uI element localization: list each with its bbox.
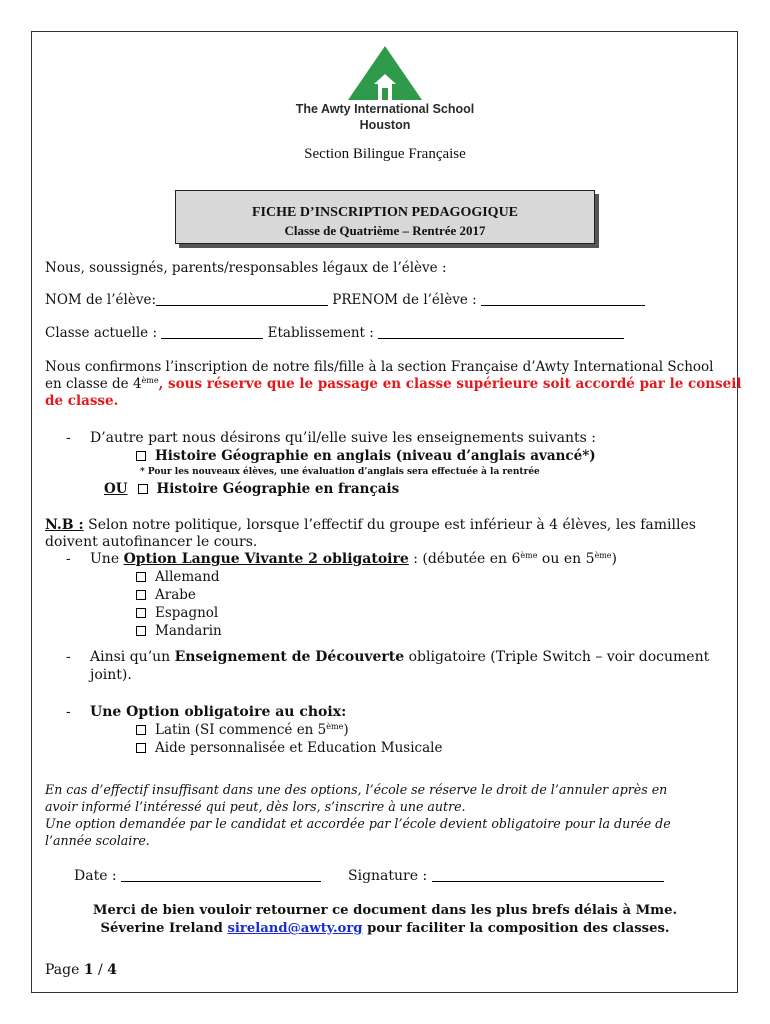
etab-input[interactable] [378, 326, 624, 339]
date-input[interactable] [121, 869, 321, 882]
intro-text: Nous, soussignés, parents/responsables légaux de l’élève : [45, 260, 447, 276]
decouverte-post: obligatoire (Triple Switch – voir document [408, 649, 710, 665]
notice-line-4: l’année scolaire. [45, 833, 150, 848]
nb-text-1: Selon notre politique, lorsque l’effectif du groupe est inférieur à 4 élèves, les familles [88, 517, 696, 533]
date-label: Date : [74, 868, 117, 884]
lv2-option-espagnol [136, 605, 218, 621]
histgeo-francais-checkbox[interactable] [138, 484, 148, 494]
histgeo-note: * Pour les nouveaux élèves, une évaluation d’anglais sera effectuée à la rentrée [140, 467, 540, 477]
espagnol-label: Espagnol [155, 605, 219, 621]
school-name: The Awty International School [295, 102, 475, 116]
signature-input[interactable] [432, 869, 664, 882]
notice-line-1: En cas d’effectif insuffisant dans une des options, l’école se réserve le droit de l’annuler après en [45, 782, 668, 797]
confirm-class-sup: ème [141, 376, 159, 385]
lv2-post3: ) [611, 551, 618, 567]
arabe-label: Arabe [155, 587, 196, 603]
espagnol-checkbox[interactable] [136, 608, 146, 618]
lv2-post1: : (débutée en 6 [413, 551, 521, 567]
lv2-pre: Une [90, 551, 120, 567]
notice-line-2: avoir informé l’intéressé qui peut, dès lors, s’inscrire à une autre. [45, 799, 466, 814]
decouverte-row [90, 649, 709, 665]
section-title: Section Bilingue Française [304, 146, 466, 162]
page-current: 1 [83, 962, 94, 978]
aide-label: Aide personnalisée et Education Musicale [155, 740, 443, 756]
decouverte-pre: Ainsi qu’un [90, 649, 171, 665]
lv2-row [90, 551, 617, 567]
page-number [45, 962, 117, 978]
notice-line-3: Une option demandée par le candidat et accordée par l’école devient obligatoire pour la durée de [45, 816, 671, 831]
option-aide-row [136, 740, 442, 756]
allemand-checkbox[interactable] [136, 572, 146, 582]
latin-label: Latin (SI commencé en 5 [155, 722, 327, 738]
footer-line-2 [45, 921, 725, 936]
page-total: 4 [107, 962, 117, 978]
mandarin-label: Mandarin [155, 623, 222, 639]
lv2-title: Option Langue Vivante 2 obligatoire [123, 551, 409, 567]
contact-name: Séverine Ireland [100, 921, 223, 936]
decouverte-title: Enseignement de Découverte [174, 649, 405, 665]
page-label: Page [45, 962, 80, 978]
allemand-label: Allemand [155, 569, 220, 585]
form-subtitle: Classe de Quatrième – Rentrée 2017 [284, 223, 486, 238]
page-frame [31, 31, 738, 993]
footer-line-1: Merci de bien vouloir retourner ce document dans les plus brefs délais à Mme. [92, 903, 678, 918]
histgeo-francais-label: Histoire Géographie en français [156, 481, 400, 497]
prenom-input[interactable] [481, 293, 645, 306]
confirm-condition: , sous réserve que le passage en classe supérieure soit accordé par le conseil [158, 376, 742, 392]
option-latin-row [136, 722, 349, 738]
option-choix-title: Une Option obligatoire au choix: [90, 704, 347, 720]
lv2-option-mandarin [136, 623, 222, 639]
lv2-post2: ou en 5 [537, 551, 595, 567]
histgeo-anglais-checkbox[interactable] [136, 451, 146, 461]
prenom-label: PRENOM de l’élève : [332, 292, 477, 308]
title-box [175, 190, 595, 244]
form-title: FICHE D’INSCRIPTION PEDAGOGIQUE [251, 205, 519, 220]
nom-label: NOM de l’élève: [45, 292, 156, 308]
histgeo-intro: D’autre part nous désirons qu’il/elle suive les enseignements suivants : [90, 430, 597, 446]
confirm-line-3: de classe. [45, 393, 119, 409]
aide-checkbox[interactable] [136, 743, 146, 753]
lv2-sup2: ème [594, 551, 612, 560]
footer-line-2-post: pour faciliter la composition des classes. [367, 921, 670, 936]
mandarin-checkbox[interactable] [136, 626, 146, 636]
date-row [74, 868, 321, 884]
histgeo-anglais-row [136, 448, 596, 464]
school-logo-icon [344, 44, 426, 102]
bullet-dash: - [66, 704, 71, 720]
bullet-dash: - [66, 649, 71, 665]
nom-field-row [45, 292, 645, 308]
histgeo-anglais-label: Histoire Géographie en anglais (niveau d’anglais avancé*) [155, 448, 596, 464]
classe-field-row [45, 325, 624, 341]
histgeo-francais-row [104, 481, 399, 497]
bullet-dash: - [66, 551, 71, 567]
lv2-option-allemand [136, 569, 220, 585]
bullet-dash: - [66, 430, 71, 446]
ou-label: OU [104, 481, 128, 497]
classe-input[interactable] [161, 326, 263, 339]
classe-label: Classe actuelle : [45, 325, 158, 341]
latin-checkbox[interactable] [136, 725, 146, 735]
confirm-line-1: Nous confirmons l’inscription de notre fils/fille à la section Française d’Awty International School [45, 359, 714, 375]
lv2-sup1: ème [520, 551, 538, 560]
confirm-line-2 [45, 376, 742, 392]
signature-row [348, 868, 664, 884]
nb-label: N.B : [45, 517, 84, 533]
nb-line-2: doivent autofinancer le cours. [45, 534, 258, 550]
etab-label: Etablissement : [267, 325, 374, 341]
arabe-checkbox[interactable] [136, 590, 146, 600]
latin-sup: ème [326, 722, 344, 731]
contact-email-link[interactable]: sireland@awty.org [227, 921, 363, 936]
nb-line-1 [45, 517, 696, 533]
school-city: Houston [359, 118, 411, 132]
signature-label: Signature : [348, 868, 428, 884]
latin-post: ) [343, 722, 349, 738]
nom-input[interactable] [156, 293, 328, 306]
decouverte-line-2: joint). [90, 667, 132, 683]
lv2-option-arabe [136, 587, 196, 603]
page-sep: / [98, 962, 103, 978]
confirm-class: en classe de 4 [45, 376, 142, 392]
